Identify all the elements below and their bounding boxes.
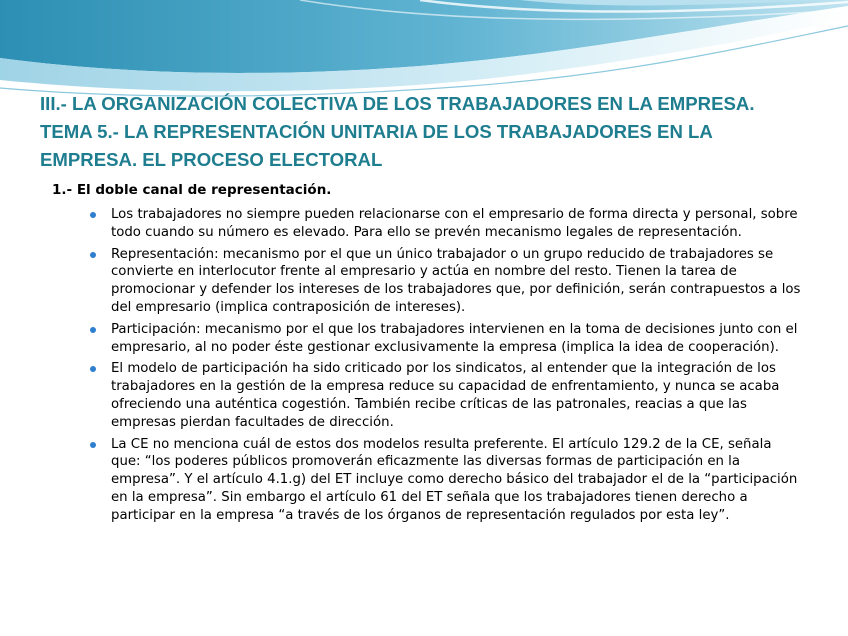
bullet-item (90, 206, 802, 242)
bullet-text: Los trabajadores no siempre pueden relacionarse con el empresario de forma directa y personal, sobre todo cuando su número es elevado. Para ello se prevén mecanismo legales de representación. (111, 207, 798, 240)
bullet-text: Participación: mecanismo por el que los trabajadores intervienen en la toma de decisiones junto con el empresario, al no poder éste gestionar exclusivamente la empresa (implica la idea de cooperación). (111, 321, 798, 355)
bullet-dot-icon (90, 327, 96, 333)
slide-title (40, 90, 830, 174)
bullet-dot-icon (90, 212, 96, 218)
section-heading: 1.- El doble canal de representación. (52, 182, 332, 198)
title-line-1: III.- LA ORGANIZACIÓN COLECTIVA DE LOS TRABAJADORES EN LA EMPRESA. (40, 93, 755, 114)
bullet-text: Representación: mecanismo por el que un único trabajador o un grupo reducido de trabajadores se convierte en interlocutor frente al empresario y actúa en nombre del resto. Tienen la tarea de promocionar y defender los intereses de los trabajadores que, por definición, serán contrapuestos a los del empresario (implica contraposición de intereses). (111, 246, 801, 315)
bullet-text: La CE no menciona cuál de estos dos modelos resulta preferente. El artículo 129.2 de la CE, señala que: “los poderes públicos promoverán eficazmente las diversas formas de participación en la empresa”. Y el artículo 4.1.g) del ET incluye como derecho básico del trabajador el de la “participación en la empresa”. Sin embargo el artículo 61 del ET señala que los trabajadores tienen derecho a participar en la empresa “a través de los órganos de representación regulados por esta ley”. (111, 436, 798, 523)
bullet-dot-icon (90, 366, 96, 372)
header-wave-decoration (0, 0, 848, 100)
bullet-item (90, 246, 802, 317)
bullet-dot-icon (90, 442, 96, 448)
bullet-list (90, 206, 802, 529)
bullet-dot-icon (90, 252, 96, 258)
bullet-item (90, 360, 802, 431)
bullet-item (90, 436, 802, 525)
bullet-text: El modelo de participación ha sido criticado por los sindicatos, al entender que la integración de los trabajadores en la gestión de la empresa reduce su capacidad de enfrentamiento, y nunca se acaba ofreciendo una auténtica cogestión. También recibe críticas de las patronales, reacias a que las empresas pierdan facultades de dirección. (111, 361, 780, 430)
bullet-item (90, 321, 802, 357)
title-line-3: EMPRESA. EL PROCESO ELECTORAL (40, 149, 383, 170)
title-line-2: TEMA 5.- LA REPRESENTACIÓN UNITARIA DE LOS TRABAJADORES EN LA (40, 121, 713, 142)
